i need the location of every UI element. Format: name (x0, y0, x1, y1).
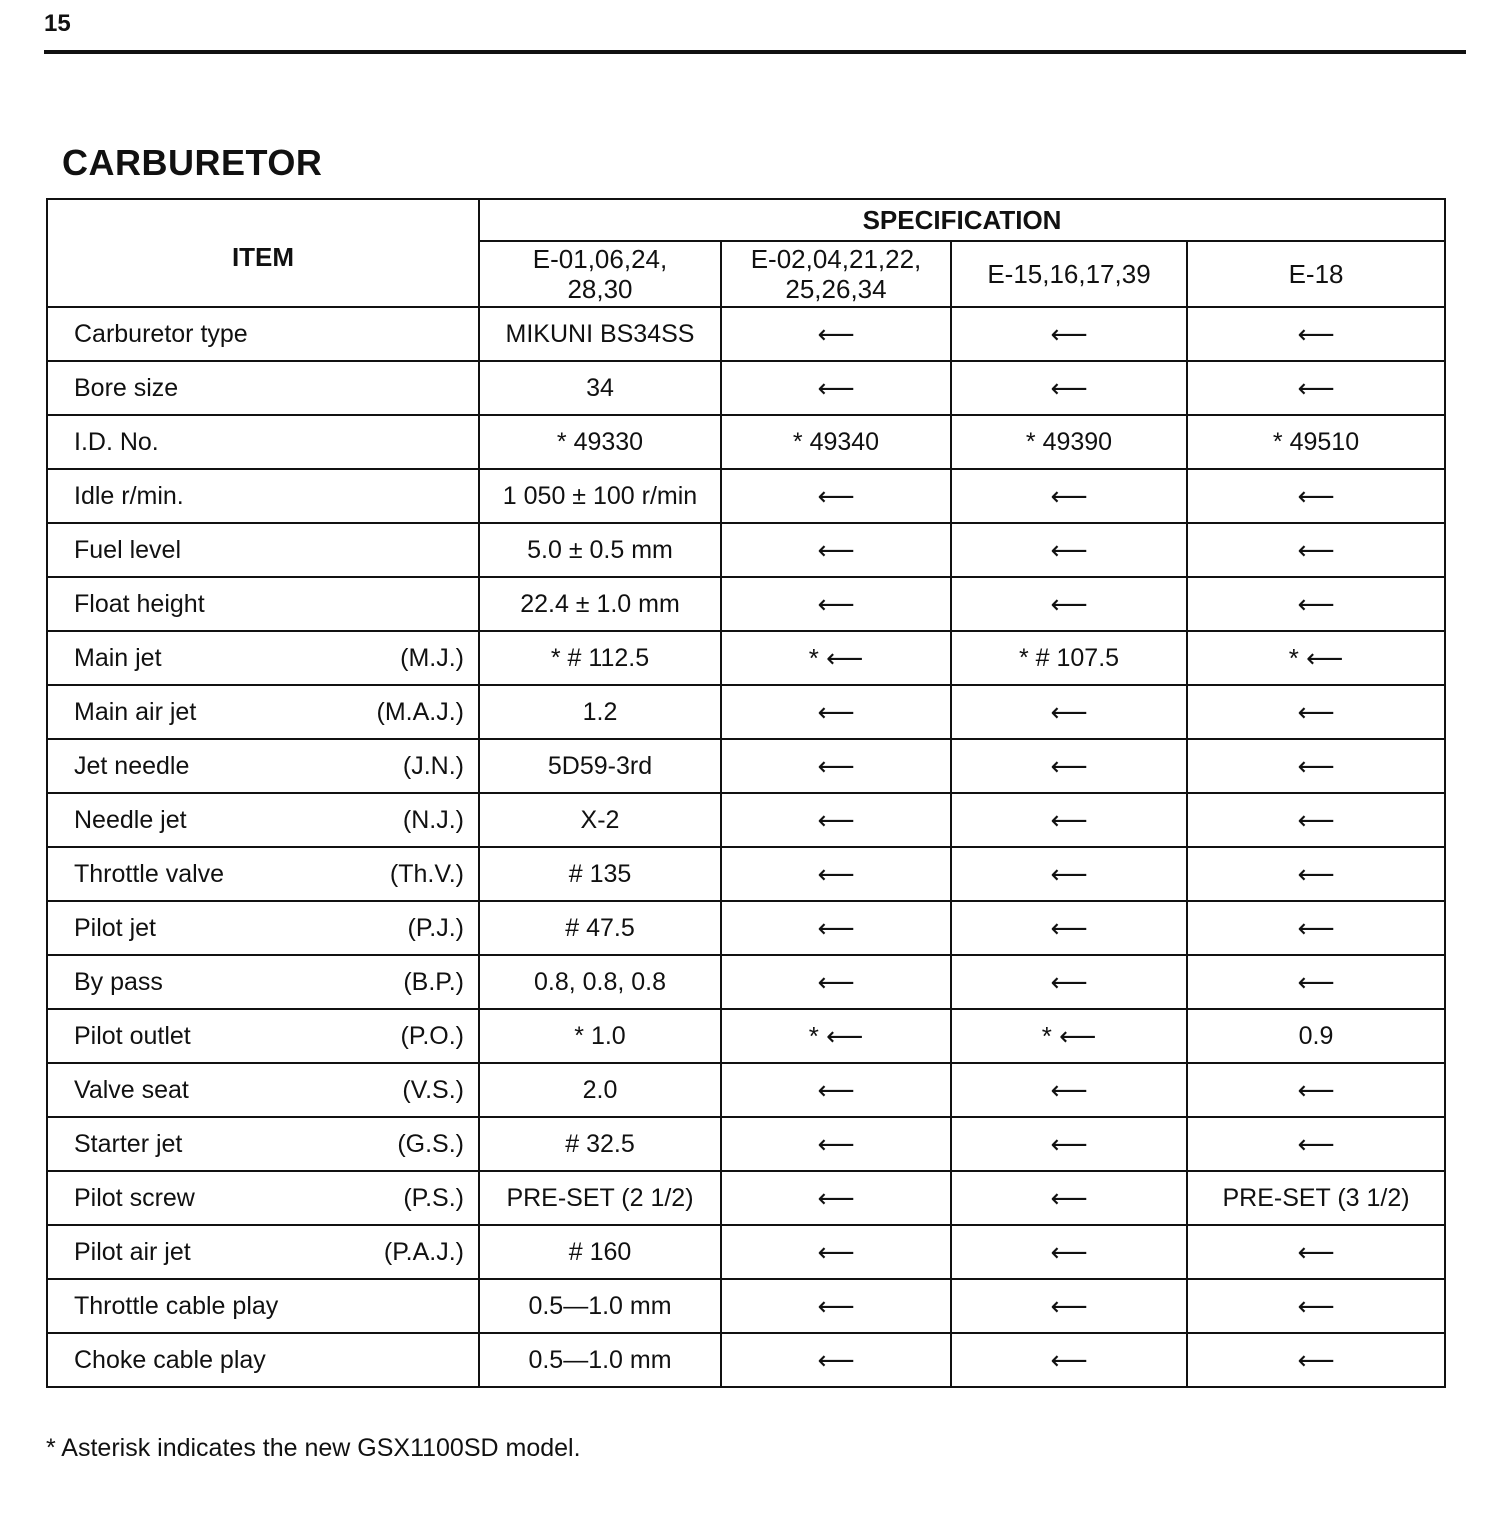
value-cell (951, 1225, 1187, 1279)
value-cell (479, 1171, 721, 1225)
value-text: # 160 (568, 1237, 632, 1266)
item-name: Throttle valve (74, 859, 225, 888)
item-abbreviation: (G.S.) (397, 1129, 464, 1158)
value-cell (721, 1171, 951, 1225)
value-cell (1187, 1117, 1445, 1171)
value-cell (1187, 1171, 1445, 1225)
value-cell (1187, 847, 1445, 901)
item-name: I.D. No. (74, 427, 159, 456)
same-as-left-arrow: ⟵ (817, 696, 855, 727)
value-cell (1187, 1333, 1445, 1387)
value-cell (951, 1333, 1187, 1387)
item-name: Pilot jet (74, 913, 156, 942)
same-as-left-arrow: ⟵ (1297, 912, 1335, 943)
value-cell (721, 1333, 951, 1387)
value-text: 34 (586, 373, 614, 402)
header-region-4 (1187, 241, 1445, 307)
value-cell (721, 1009, 951, 1063)
value-cell (1187, 469, 1445, 523)
value-text: PRE-SET (2 1/2) (506, 1183, 694, 1212)
value-cell (1187, 739, 1445, 793)
value-text: 0.9 (1298, 1021, 1334, 1050)
value-cell (1187, 631, 1445, 685)
table-row (47, 685, 1445, 739)
header-region-line1: E-01,06,24, (532, 244, 668, 274)
item-cell (47, 1009, 479, 1063)
value-cell (1187, 361, 1445, 415)
value-cell (951, 847, 1187, 901)
item-cell (47, 1225, 479, 1279)
same-as-left-arrow: ⟵ (817, 534, 855, 565)
value-cell (951, 955, 1187, 1009)
value-cell (951, 415, 1187, 469)
item-name: Bore size (74, 373, 179, 402)
value-cell (479, 469, 721, 523)
value-text: # 135 (568, 859, 632, 888)
item-name: Main air jet (74, 697, 197, 726)
header-region-line1: E-15,16,17,39 (987, 259, 1151, 289)
value-cell (479, 307, 721, 361)
same-as-left-arrow: ⟵ (1050, 1290, 1088, 1321)
value-text: * 49340 (792, 427, 880, 456)
item-cell (47, 415, 479, 469)
same-as-left-arrow: ⟵ (1297, 696, 1335, 727)
table-row (47, 631, 1445, 685)
value-text: 0.5—1.0 mm (528, 1345, 672, 1374)
same-as-left-arrow: ⟵ (1297, 804, 1335, 835)
item-name: Carburetor type (74, 319, 248, 348)
value-cell (479, 361, 721, 415)
value-text: * # 112.5 (550, 643, 650, 672)
same-as-left-arrow: ⟵ (1297, 480, 1335, 511)
same-as-left-arrow: ⟵ (1050, 1128, 1088, 1159)
same-as-left-arrow: ⟵ (1050, 966, 1088, 997)
value-cell (1187, 955, 1445, 1009)
same-as-left-arrow: * ⟵ (1288, 642, 1344, 673)
value-cell (951, 1063, 1187, 1117)
value-cell (1187, 523, 1445, 577)
value-cell (951, 1279, 1187, 1333)
item-name: Main jet (74, 643, 162, 672)
item-cell (47, 1117, 479, 1171)
item-abbreviation: (P.A.J.) (383, 1237, 464, 1266)
item-name: Idle r/min. (74, 481, 184, 510)
value-cell (721, 847, 951, 901)
item-name: Pilot air jet (74, 1237, 191, 1266)
value-text: * 1.0 (574, 1021, 626, 1050)
value-cell (721, 577, 951, 631)
item-cell (47, 577, 479, 631)
value-cell (721, 793, 951, 847)
value-cell (1187, 415, 1445, 469)
value-text: X-2 (580, 805, 620, 834)
value-cell (951, 793, 1187, 847)
value-cell (1187, 1009, 1445, 1063)
header-region-line2: 25,26,34 (785, 274, 887, 304)
same-as-left-arrow: ⟵ (817, 858, 855, 889)
item-name: Choke cable play (74, 1345, 266, 1374)
item-abbreviation: (M.A.J.) (376, 697, 464, 726)
value-cell (479, 1009, 721, 1063)
item-cell (47, 523, 479, 577)
header-item: ITEM (47, 199, 479, 307)
item-name: Needle jet (74, 805, 187, 834)
same-as-left-arrow: ⟵ (1297, 318, 1335, 349)
same-as-left-arrow: ⟵ (1050, 588, 1088, 619)
same-as-left-arrow: ⟵ (1297, 1344, 1335, 1375)
value-cell (1187, 1225, 1445, 1279)
same-as-left-arrow: ⟵ (1297, 1290, 1335, 1321)
header-region-2 (721, 241, 951, 307)
value-cell (951, 685, 1187, 739)
value-cell (1187, 577, 1445, 631)
value-text: 1 050 ± 100 r/min (502, 481, 698, 510)
same-as-left-arrow: ⟵ (817, 966, 855, 997)
value-cell (951, 739, 1187, 793)
value-cell (1187, 685, 1445, 739)
value-cell (721, 1279, 951, 1333)
item-name: Float height (74, 589, 205, 618)
value-text: PRE-SET (3 1/2) (1222, 1183, 1410, 1212)
value-cell (479, 415, 721, 469)
section-title: CARBURETOR (62, 142, 323, 183)
table-row (47, 1117, 1445, 1171)
same-as-left-arrow: ⟵ (1297, 858, 1335, 889)
same-as-left-arrow: * ⟵ (808, 1020, 864, 1051)
value-cell (721, 415, 951, 469)
value-cell (951, 523, 1187, 577)
table-row (47, 577, 1445, 631)
value-cell (479, 1279, 721, 1333)
value-cell (479, 1333, 721, 1387)
item-abbreviation: (P.O.) (400, 1021, 464, 1050)
value-cell (1187, 901, 1445, 955)
value-cell (721, 361, 951, 415)
same-as-left-arrow: ⟵ (1050, 804, 1088, 835)
same-as-left-arrow: ⟵ (1050, 1236, 1088, 1267)
same-as-left-arrow: ⟵ (1050, 372, 1088, 403)
table-row (47, 469, 1445, 523)
table-row (47, 793, 1445, 847)
table-row (47, 307, 1445, 361)
item-cell (47, 901, 479, 955)
same-as-left-arrow: ⟵ (1050, 534, 1088, 565)
item-cell (47, 307, 479, 361)
value-cell (479, 955, 721, 1009)
value-cell (479, 1063, 721, 1117)
item-name: Throttle cable play (74, 1291, 279, 1320)
item-cell (47, 847, 479, 901)
same-as-left-arrow: ⟵ (817, 1236, 855, 1267)
same-as-left-arrow: ⟵ (817, 1344, 855, 1375)
value-text: 1.2 (582, 697, 618, 726)
value-cell (951, 901, 1187, 955)
table-row (47, 847, 1445, 901)
item-name: Starter jet (74, 1129, 183, 1158)
page-number: 15 (44, 10, 71, 37)
header-region-line2: 28,30 (567, 274, 633, 304)
item-name: Valve seat (74, 1075, 189, 1104)
value-text: * # 107.5 (1018, 643, 1120, 672)
item-cell (47, 793, 479, 847)
table-row (47, 1225, 1445, 1279)
value-cell (721, 631, 951, 685)
carburetor-spec-table (46, 198, 1446, 1388)
value-cell (1187, 1279, 1445, 1333)
header-region-line1: E-02,04,21,22, (750, 244, 922, 274)
value-cell (951, 1171, 1187, 1225)
value-cell (721, 1063, 951, 1117)
item-cell (47, 955, 479, 1009)
item-name: Pilot outlet (74, 1021, 191, 1050)
table-row (47, 1279, 1445, 1333)
value-cell (951, 1009, 1187, 1063)
top-rule (44, 50, 1466, 54)
same-as-left-arrow: ⟵ (817, 588, 855, 619)
same-as-left-arrow: ⟵ (817, 912, 855, 943)
item-name: Pilot screw (74, 1183, 195, 1212)
value-text: 0.8, 0.8, 0.8 (533, 967, 667, 996)
value-cell (479, 523, 721, 577)
item-cell (47, 361, 479, 415)
header-region-3 (951, 241, 1187, 307)
value-cell (1187, 793, 1445, 847)
value-cell (1187, 307, 1445, 361)
value-cell (479, 901, 721, 955)
value-cell (951, 361, 1187, 415)
value-cell (721, 901, 951, 955)
same-as-left-arrow: ⟵ (817, 318, 855, 349)
value-text: * 49510 (1272, 427, 1360, 456)
value-cell (721, 469, 951, 523)
value-cell (479, 577, 721, 631)
item-abbreviation: (V.S.) (402, 1075, 464, 1104)
same-as-left-arrow: ⟵ (1050, 858, 1088, 889)
same-as-left-arrow: ⟵ (1050, 1344, 1088, 1375)
item-cell (47, 1279, 479, 1333)
value-text: MIKUNI BS34SS (505, 319, 695, 348)
table-row (47, 1063, 1445, 1117)
item-cell (47, 1171, 479, 1225)
same-as-left-arrow: ⟵ (1050, 912, 1088, 943)
table-row (47, 415, 1445, 469)
header-specification: SPECIFICATION (479, 199, 1445, 241)
value-cell (721, 307, 951, 361)
value-text: 5.0 ± 0.5 mm (527, 535, 673, 564)
same-as-left-arrow: ⟵ (817, 1182, 855, 1213)
value-cell (721, 685, 951, 739)
value-text: # 47.5 (565, 913, 635, 942)
value-cell (721, 523, 951, 577)
same-as-left-arrow: ⟵ (817, 1074, 855, 1105)
same-as-left-arrow: ⟵ (817, 750, 855, 781)
same-as-left-arrow: ⟵ (817, 804, 855, 835)
same-as-left-arrow: * ⟵ (808, 642, 864, 673)
value-cell (479, 739, 721, 793)
table-row (47, 523, 1445, 577)
same-as-left-arrow: ⟵ (1050, 1182, 1088, 1213)
table-row (47, 361, 1445, 415)
same-as-left-arrow: ⟵ (817, 1128, 855, 1159)
table-row (47, 1333, 1445, 1387)
value-text: 0.5—1.0 mm (528, 1291, 672, 1320)
same-as-left-arrow: ⟵ (1297, 534, 1335, 565)
item-cell (47, 631, 479, 685)
value-text: 22.4 ± 1.0 mm (520, 589, 680, 618)
value-cell (479, 685, 721, 739)
value-cell (951, 1117, 1187, 1171)
item-cell (47, 685, 479, 739)
value-cell (479, 1225, 721, 1279)
same-as-left-arrow: ⟵ (1297, 1128, 1335, 1159)
table-row (47, 1171, 1445, 1225)
item-name: By pass (74, 967, 163, 996)
value-cell (479, 793, 721, 847)
value-cell (951, 469, 1187, 523)
same-as-left-arrow: ⟵ (1297, 372, 1335, 403)
value-cell (1187, 1063, 1445, 1117)
item-name: Jet needle (74, 751, 190, 780)
same-as-left-arrow: ⟵ (817, 372, 855, 403)
item-abbreviation: (B.P.) (403, 967, 464, 996)
value-cell (721, 1117, 951, 1171)
table-row (47, 901, 1445, 955)
value-cell (721, 955, 951, 1009)
item-abbreviation: (Th.V.) (389, 859, 464, 888)
value-text: * 49330 (556, 427, 644, 456)
value-cell (721, 739, 951, 793)
item-abbreviation: (M.J.) (400, 643, 464, 672)
value-cell (479, 631, 721, 685)
value-cell (951, 577, 1187, 631)
table-row (47, 1009, 1445, 1063)
item-cell (47, 1333, 479, 1387)
same-as-left-arrow: * ⟵ (1041, 1020, 1097, 1051)
same-as-left-arrow: ⟵ (1050, 1074, 1088, 1105)
value-text: * 49390 (1025, 427, 1113, 456)
same-as-left-arrow: ⟵ (1050, 750, 1088, 781)
footnote: * Asterisk indicates the new GSX1100SD model. (46, 1434, 581, 1462)
same-as-left-arrow: ⟵ (1050, 696, 1088, 727)
item-abbreviation: (N.J.) (402, 805, 464, 834)
item-abbreviation: (P.J.) (407, 913, 464, 942)
item-abbreviation: (P.S.) (403, 1183, 464, 1212)
same-as-left-arrow: ⟵ (817, 480, 855, 511)
value-text: # 32.5 (565, 1129, 635, 1158)
item-cell (47, 1063, 479, 1117)
same-as-left-arrow: ⟵ (817, 1290, 855, 1321)
value-cell (951, 307, 1187, 361)
item-cell (47, 739, 479, 793)
header-region-line1: E-18 (1288, 259, 1344, 289)
value-text: 2.0 (582, 1075, 618, 1104)
same-as-left-arrow: ⟵ (1297, 966, 1335, 997)
same-as-left-arrow: ⟵ (1050, 480, 1088, 511)
same-as-left-arrow: ⟵ (1297, 1236, 1335, 1267)
item-cell (47, 469, 479, 523)
item-name: Fuel level (74, 535, 181, 564)
header-region-1 (479, 241, 721, 307)
same-as-left-arrow: ⟵ (1297, 750, 1335, 781)
value-text: 5D59-3rd (547, 751, 653, 780)
same-as-left-arrow: ⟵ (1297, 1074, 1335, 1105)
value-cell (951, 631, 1187, 685)
table-row (47, 955, 1445, 1009)
table-row (47, 739, 1445, 793)
value-cell (721, 1225, 951, 1279)
same-as-left-arrow: ⟵ (1297, 588, 1335, 619)
value-cell (479, 1117, 721, 1171)
value-cell (479, 847, 721, 901)
item-abbreviation: (J.N.) (402, 751, 464, 780)
same-as-left-arrow: ⟵ (1050, 318, 1088, 349)
